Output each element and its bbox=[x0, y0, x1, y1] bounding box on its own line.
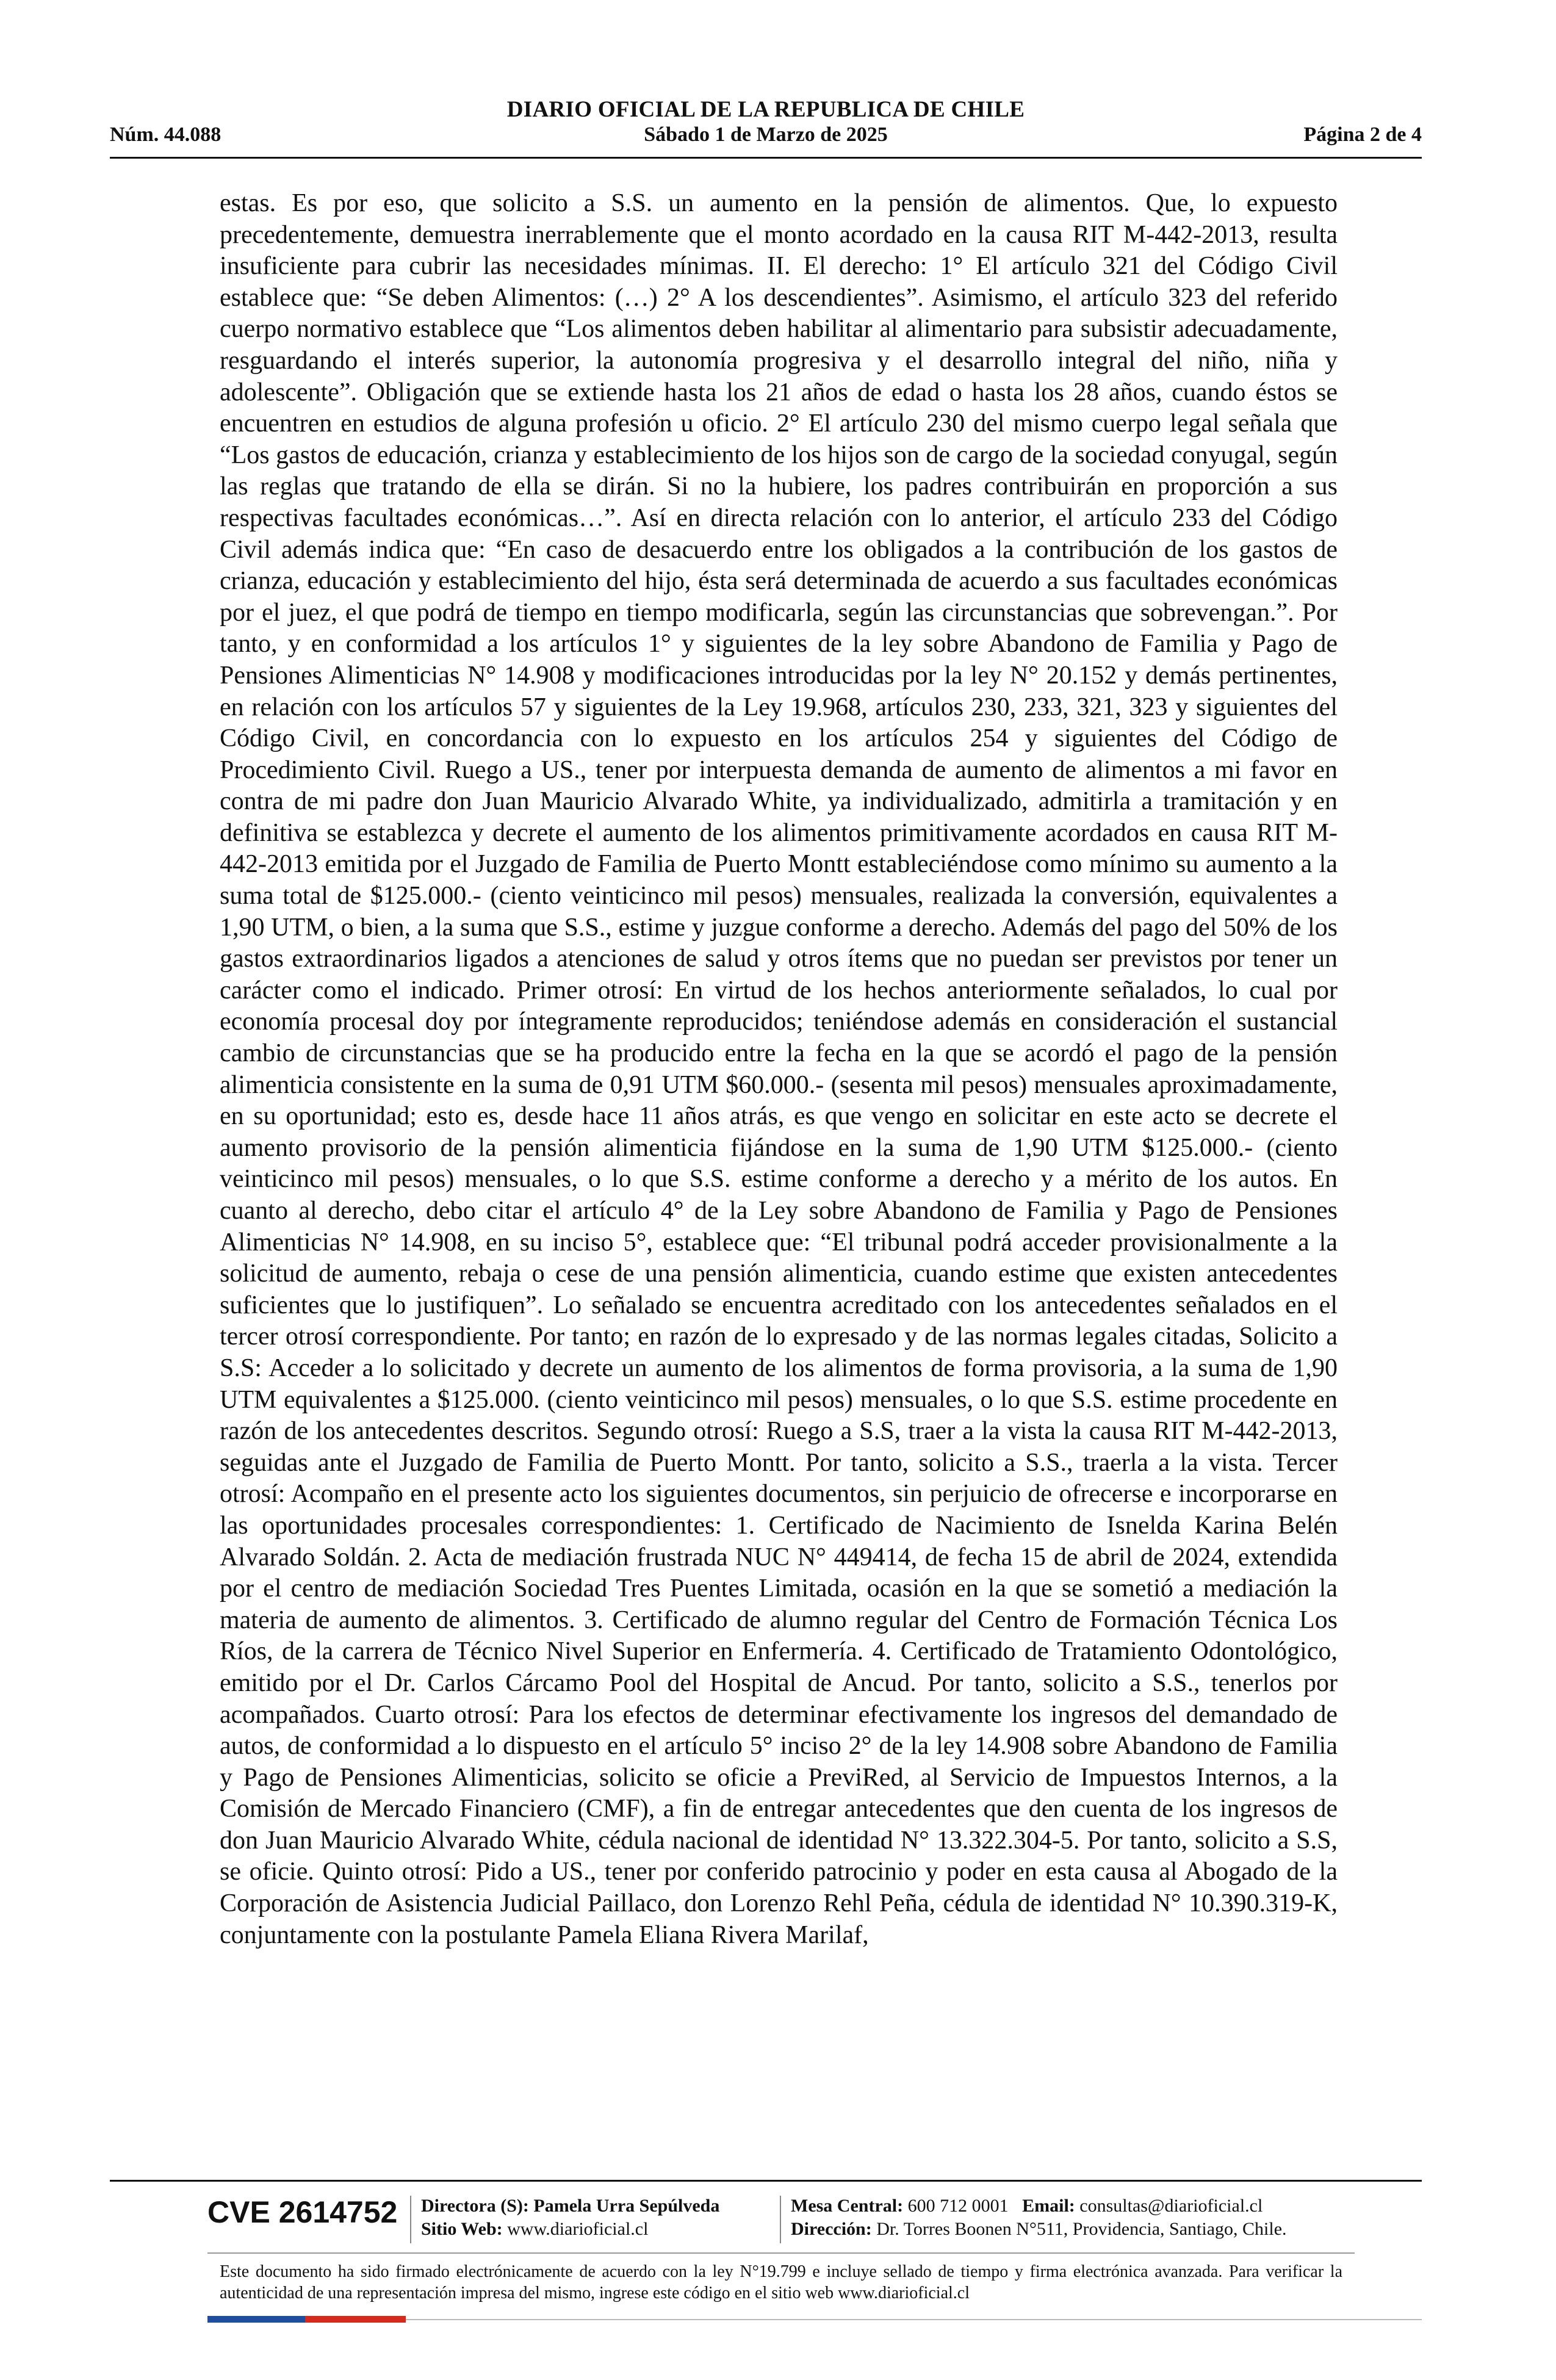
website-label: Sitio Web: bbox=[421, 2219, 503, 2239]
phone-value: 600 712 0001 bbox=[907, 2196, 1009, 2216]
journal-title: DIARIO OFICIAL DE LA REPUBLICA DE CHILE bbox=[506, 97, 1025, 122]
address-value: Dr. Torres Boonen N°511, Providencia, Santiago, Chile. bbox=[876, 2219, 1287, 2239]
flag-stripe bbox=[207, 2316, 406, 2323]
flag-blue-segment bbox=[207, 2316, 305, 2323]
director-line bbox=[421, 2194, 719, 2218]
website-line bbox=[421, 2218, 719, 2241]
footer-directory-block bbox=[421, 2194, 719, 2241]
page-number: Página 2 de 4 bbox=[1303, 123, 1422, 146]
email-label: Email: bbox=[1022, 2196, 1075, 2216]
issue-number: Núm. 44.088 bbox=[110, 123, 222, 146]
cve-code: CVE 2614752 bbox=[207, 2195, 398, 2229]
signature-note: Este documento ha sido firmado electrónicamente de acuerdo con la ley N°19.799 e incluye sellado de tiempo y firma electrónica avanzada. Para verificar la autenticidad de una representación impresa del mismo, ingrese este código en el sitio web www.diarioficial.cl bbox=[220, 2262, 1342, 2302]
header-divider bbox=[110, 157, 1422, 159]
phone-label: Mesa Central: bbox=[791, 2196, 904, 2216]
page-header bbox=[110, 92, 1422, 159]
footer-separator bbox=[410, 2196, 411, 2243]
flag-red-segment bbox=[305, 2316, 406, 2323]
email-link[interactable]: consultas@diarioficial.cl bbox=[1079, 2196, 1263, 2216]
address-line bbox=[791, 2218, 1287, 2241]
footer-separator bbox=[780, 2196, 781, 2243]
footer-contact-block bbox=[791, 2194, 1287, 2241]
director-name: Pamela Urra Sepúlveda bbox=[533, 2196, 720, 2216]
document-body: estas. Es por eso, que solicito a S.S. un aumento en la pensión de alimentos. Que, lo expuesto precedentemente, demuestra inerrablemente que el monto acordado en la causa RIT M-442-2013, resulta insuficiente para cubrir las necesidades mínimas. II. El derecho: 1° El artículo 321 del Código Civil establece que: “Se deben Alimentos: (…) 2° A los descendientes”. Asimismo, el artículo 323 del referido cuerpo normativo establece que “Los alimentos deben habilitar al alimentario para subsistir adecuadamente, resguardando el interés superior, la autonomía progresiva y el desarrollo integral del niño, niña y adolescente”. Obligación que se extiende hasta los 21 años de edad o hasta los 28 años, cuando éstos se encuentren en estudios de alguna profesión u oficio. 2° El artículo 230 del mismo cuerpo legal señala que “Los gastos de educación, crianza y establecimiento de los hijos son de cargo de la sociedad conyugal, según las reglas que tratando de ella se dirán. Si no la hubiere, los padres contribuirán en proporción a sus respectivas facultades económicas…”. Así en directa relación con lo anterior, el artículo 233 del Código Civil además indica que: “En caso de desacuerdo entre los obligados a la contribución de los gastos de crianza, educación y establecimiento del hijo, ésta será determinada de acuerdo a sus facultades económicas por el juez, el que podrá de tiempo en tiempo modificarla, según las circunstancias que sobrevengan.”. Por tanto, y en conformidad a los artículos 1° y siguientes de la ley sobre Abandono de Familia y Pago de Pensiones Alimenticias N° 14.908 y modificaciones introducidas por la ley N° 20.152 y demás pertinentes, en relación con los artículos 57 y siguientes de la Ley 19.968, artículos 230, 233, 321, 323 y siguientes del Código Civil, en concordancia con lo expuesto en los artículos 254 y siguientes del Código de Procedimiento Civil. Ruego a US., tener por interpuesta demanda de aumento de alimentos a mi favor en contra de mi padre don Juan Mauricio Alvarado White, ya individualizado, admitirla a tramitación y en definitiva se establezca y decrete el aumento de los alimentos primitivamente acordados en causa RIT M-442-2013 emitida por el Juzgado de Familia de Puerto Montt estableciéndose como mínimo su aumento a la suma total de $125.000.- (ciento veinticinco mil pesos) mensuales, realizada la conversión, equivalentes a 1,90 UTM, o bien, a la suma que S.S., estime y juzgue conforme a derecho. Además del pago del 50% de los gastos extraordinarios ligados a atenciones de salud y otros ítems que no puedan ser previstos por tener un carácter como el indicado. Primer otrosí: En virtud de los hechos anteriormente señalados, lo cual por economía procesal doy por íntegramente reproducidos; teniéndose además en consideración el sustancial cambio de circunstancias que se ha producido entre la fecha en la que se acordó el pago de la pensión alimenticia consistente en la suma de 0,91 UTM $60.000.- (sesenta mil pesos) mensuales aproximadamente, en su oportunidad; esto es, desde hace 11 años atrás, es que vengo en solicitar en este acto se decrete el aumento provisorio de la pensión alimenticia fijándose en la suma de 1,90 UTM $125.000.- (ciento veinticinco mil pesos) mensuales, o lo que S.S. estime conforme a derecho y a mérito de los autos. En cuanto al derecho, debo citar el artículo 4° de la Ley sobre Abandono de Familia y Pago de Pensiones Alimenticias N° 14.908, en su inciso 5°, establece que: “El tribunal podrá acceder provisionalmente a la solicitud de aumento, rebaja o cese de una pensión alimenticia, cuando estime que existen antecedentes suficientes que lo justifiquen”. Lo señalado se encuentra acreditado con los antecedentes señalados en el tercer otrosí correspondiente. Por tanto; en razón de lo expresado y de las normas legales citadas, Solicito a S.S: Acceder a lo solicitado y decrete un aumento de los alimentos de forma provisoria, a la suma de 1,90 UTM equivalentes a $125.000. (ciento veinticinco mil pesos) mensuales, o lo que S.S. estime procedente en razón de los antecedentes descritos. Segundo otrosí: Ruego a S.S, traer a la vista la causa RIT M-442-2013, seguidas ante el Juzgado de Familia de Puerto Montt. Por tanto, solicito a S.S., traerla a la vista. Tercer otrosí: Acompaño en el presente acto los siguientes documentos, sin perjuicio de ofrecerse e incorporarse en las oportunidades procesales correspondientes: 1. Certificado de Nacimiento de Isnelda Karina Belén Alvarado Soldán. 2. Acta de mediación frustrada NUC N° 449414, de fecha 15 de abril de 2024, extendida por el centro de mediación Sociedad Tres Puentes Limitada, ocasión en la que se sometió a mediación la materia de aumento de alimentos. 3. Certificado de alumno regular del Centro de Formación Técnica Los Ríos, de la carrera de Técnico Nivel Superior en Enfermería. 4. Certificado de Tratamiento Odontológico, emitido por el Dr. Carlos Cárcamo Pool del Hospital de Ancud. Por tanto, solicito a S.S., tenerlos por acompañados. Cuarto otrosí: Para los efectos de determinar efectivamente los ingresos del demandado de autos, de conformidad a lo dispuesto en el artículo 5° inciso 2° de la ley 14.908 sobre Abandono de Familia y Pago de Pensiones Alimenticias, solicito se oficie a PreviRed, al Servicio de Impuestos Internos, a la Comisión de Mercado Financiero (CMF), a fin de entregar antecedentes que den cuenta de los ingresos de don Juan Mauricio Alvarado White, cédula nacional de identidad N° 13.322.304-5. Por tanto, solicito a S.S, se oficie. Quinto otrosí: Pido a US., tener por conferido patrocinio y poder en esta causa al Abogado de la Corporación de Asistencia Judicial Paillaco, don Lorenzo Rehl Peña, cédula de identidad N° 10.390.319-K, conjuntamente con la postulante Pamela Eliana Rivera Marilaf, bbox=[220, 189, 1338, 1949]
website-link[interactable]: www.diarioficial.cl bbox=[507, 2219, 649, 2239]
director-label: Directora (S): bbox=[421, 2196, 529, 2216]
contact-line bbox=[791, 2194, 1287, 2218]
footer-divider-top bbox=[110, 2180, 1422, 2182]
issue-date: Sábado 1 de Marzo de 2025 bbox=[644, 123, 888, 146]
footer-divider-mid bbox=[207, 2252, 1355, 2254]
address-label: Dirección: bbox=[791, 2219, 872, 2239]
